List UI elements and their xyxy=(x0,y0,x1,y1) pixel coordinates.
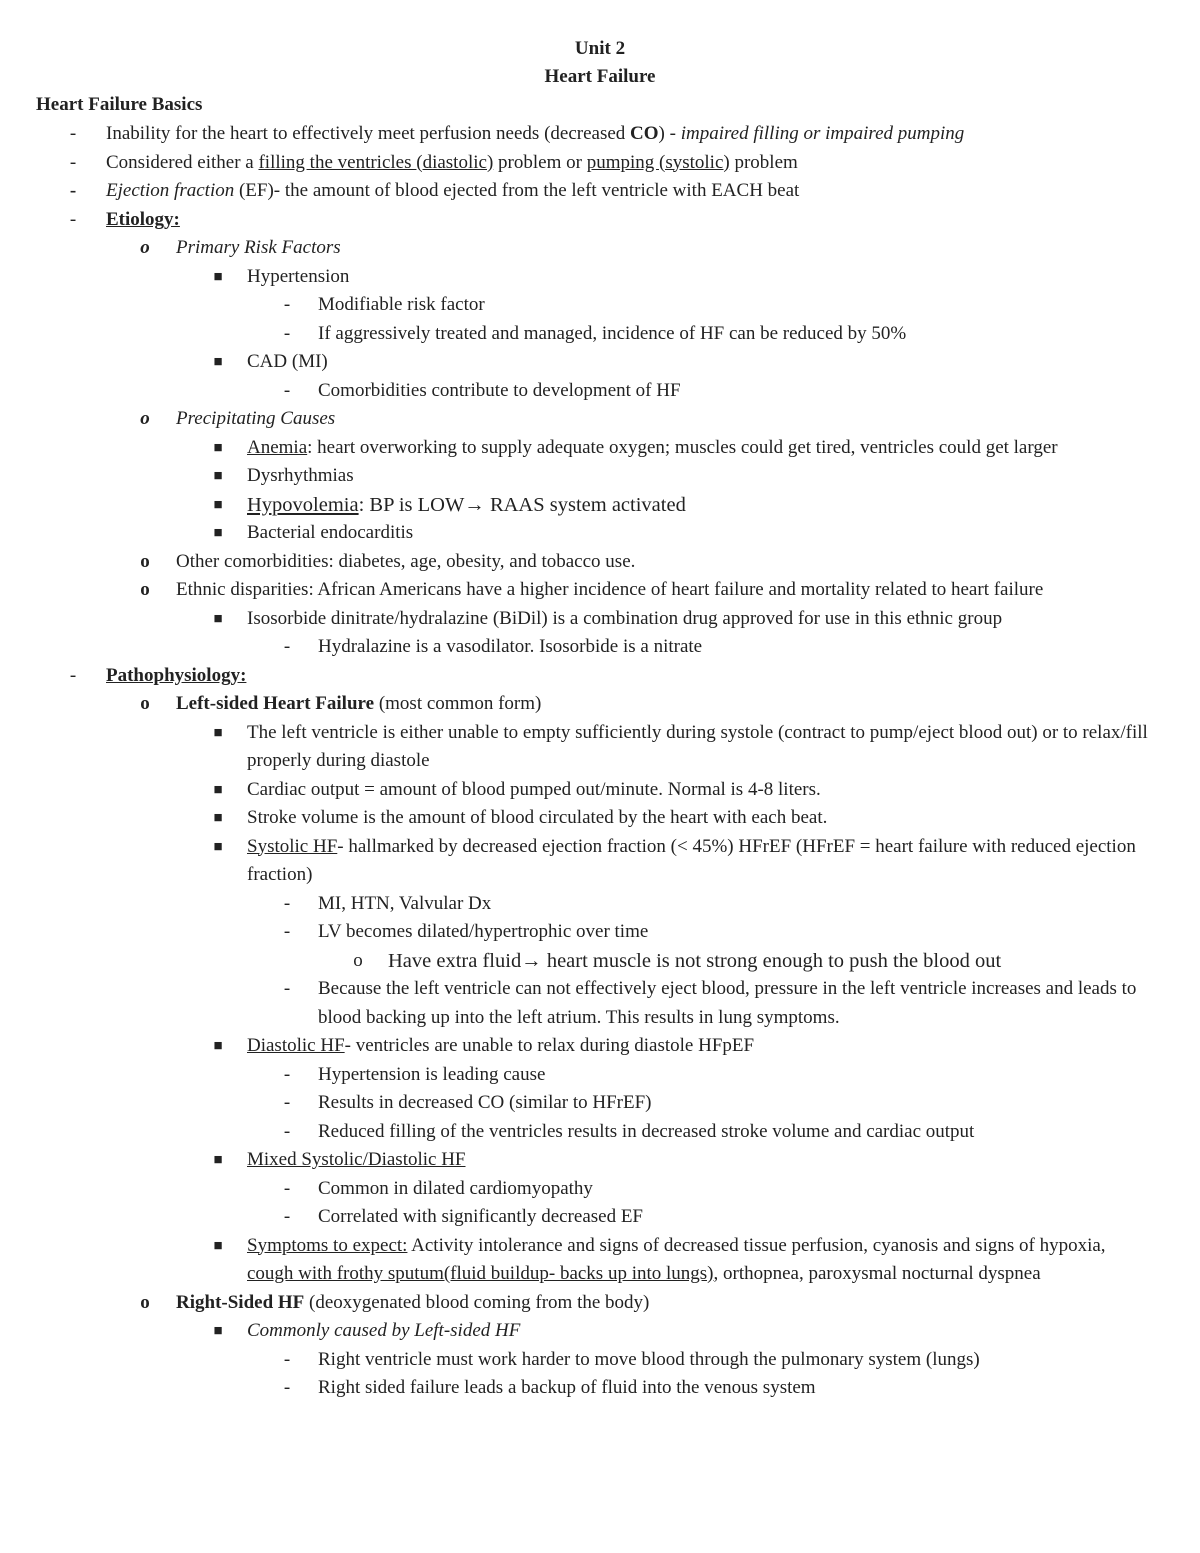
square-marker: ■ xyxy=(213,781,223,798)
dash-marker: - xyxy=(283,322,291,344)
circle-marker: o xyxy=(140,550,150,572)
list-item: ■ The left ventricle is either unable to empty sufficiently during systole (contract to pump/eject blood out) or to relax/fill properly during diastole xyxy=(0,719,1200,776)
square-marker: ■ xyxy=(213,838,223,855)
circle-marker: o xyxy=(140,1291,150,1313)
square-marker: ■ xyxy=(213,354,223,370)
list-item: ■ CAD (MI) xyxy=(0,348,1200,377)
dash-marker: - xyxy=(283,1377,291,1398)
list-item: ■ Bacterial endocarditis xyxy=(0,519,1200,548)
list-item: ■ Hypovolemia: BP is LOW→ RAAS system activated xyxy=(0,491,1200,520)
list-item: - If aggressively treated and managed, incidence of HF can be reduced by 50% xyxy=(0,320,1200,349)
list-item: o Precipitating Causes xyxy=(0,405,1200,434)
square-marker: ■ xyxy=(213,1038,223,1054)
list-item: o Primary Risk Factors xyxy=(0,234,1200,263)
list-item: - Right sided failure leads a backup of fluid into the venous system xyxy=(0,1374,1200,1403)
dash-marker: - xyxy=(283,1092,291,1113)
etiology-heading: Etiology: xyxy=(106,208,180,230)
square-marker: ■ xyxy=(213,496,223,513)
list-item: - Reduced filling of the ventricles results in decreased stroke volume and cardiac output xyxy=(0,1118,1200,1147)
dash-marker: - xyxy=(69,664,77,686)
square-marker: ■ xyxy=(213,468,223,484)
dash-marker: - xyxy=(283,636,291,657)
dash-marker: - xyxy=(283,1120,291,1142)
dash-marker: - xyxy=(69,208,77,230)
dash-marker: - xyxy=(283,379,291,401)
square-marker: ■ xyxy=(213,525,223,541)
list-item: ■ Stroke volume is the amount of blood circulated by the heart with each beat. xyxy=(0,804,1200,833)
list-item: ■ Cardiac output = amount of blood pumped out/minute. Normal is 4-8 liters. xyxy=(0,776,1200,805)
list-item: ■ Systolic HF- hallmarked by decreased ejection fraction (< 45%) HFrEF (HFrEF = heart failure with reduced ejection fraction) xyxy=(0,833,1200,890)
dash-marker: - xyxy=(69,151,77,173)
list-item: ■ Mixed Systolic/Diastolic HF xyxy=(0,1146,1200,1175)
list-item: - Correlated with significantly decreased EF xyxy=(0,1203,1200,1232)
section-heading: Heart Failure Basics xyxy=(36,94,203,115)
list-item: - MI, HTN, Valvular Dx xyxy=(0,890,1200,919)
list-item: ■ Commonly caused by Left-sided HF xyxy=(0,1317,1200,1346)
list-item: ■ Isosorbide dinitrate/hydralazine (BiDil) is a combination drug approved for use in this ethnic group xyxy=(0,605,1200,634)
list-item: o Ethnic disparities: African Americans have a higher incidence of heart failure and mortality related to heart failure xyxy=(0,576,1200,605)
list-item: - Right ventricle must work harder to move blood through the pulmonary system (lungs) xyxy=(0,1346,1200,1375)
square-marker: ■ xyxy=(213,810,223,826)
dash-marker: - xyxy=(283,892,291,914)
notes-outline xyxy=(0,120,1200,1403)
square-marker: ■ xyxy=(213,268,223,285)
circle-marker: o xyxy=(140,579,150,600)
list-item: - Results in decreased CO (similar to HFrEF) xyxy=(0,1089,1200,1118)
dash-marker: - xyxy=(283,1206,291,1227)
square-marker: ■ xyxy=(213,1323,223,1339)
dash-marker: - xyxy=(283,921,291,942)
list-item: o Have extra fluid→ heart muscle is not strong enough to push the blood out xyxy=(0,947,1200,976)
unit-label: Unit 2 xyxy=(574,38,626,59)
list-item: - Common in dilated cardiomyopathy xyxy=(0,1175,1200,1204)
circle-marker: o xyxy=(140,408,150,429)
square-marker: ■ xyxy=(213,610,223,627)
square-marker: ■ xyxy=(213,1152,223,1168)
pathophysiology-heading: Pathophysiology: xyxy=(106,664,247,686)
dash-marker: - xyxy=(69,123,77,144)
square-marker: ■ xyxy=(213,1237,223,1254)
list-item: o Right-Sided HF (deoxygenated blood coming from the body) xyxy=(0,1289,1200,1318)
list-item: - Hypertension is leading cause xyxy=(0,1061,1200,1090)
circle-marker: o xyxy=(353,949,363,971)
list-item: - LV becomes dilated/hypertrophic over time xyxy=(0,918,1200,947)
list-item xyxy=(0,662,1200,691)
circle-marker: o xyxy=(140,693,150,714)
dash-marker: - xyxy=(283,1348,291,1370)
circle-marker: o xyxy=(140,237,150,258)
list-item: - Hydralazine is a vasodilator. Isosorbide is a nitrate xyxy=(0,633,1200,662)
square-marker: ■ xyxy=(213,439,223,456)
dash-marker: - xyxy=(69,180,77,201)
dash-marker: - xyxy=(283,1177,291,1199)
page-title: Heart Failure xyxy=(544,66,656,87)
list-item: ■ Diastolic HF- ventricles are unable to relax during diastole HFpEF xyxy=(0,1032,1200,1061)
list-item: - Inability for the heart to effectively meet perfusion needs (decreased CO) - impaired filling or impaired pumping xyxy=(0,120,1200,149)
list-item: - Because the left ventricle can not effectively eject blood, pressure in the left ventricle increases and leads to blood backing up into the left atrium. This results in lung symptoms. xyxy=(0,975,1200,1032)
list-item xyxy=(0,206,1200,235)
list-item: ■ Anemia: heart overworking to supply adequate oxygen; muscles could get tired, ventricles could get larger xyxy=(0,434,1200,463)
list-item: o Other comorbidities: diabetes, age, obesity, and tobacco use. xyxy=(0,548,1200,577)
list-item: - Modifiable risk factor xyxy=(0,291,1200,320)
list-item: ■ Hypertension xyxy=(0,263,1200,292)
list-item: ■ Dysrhythmias xyxy=(0,462,1200,491)
list-item: - Considered either a filling the ventricles (diastolic) problem or pumping (systolic) problem xyxy=(0,149,1200,178)
dash-marker: - xyxy=(283,1063,291,1085)
list-item: - Comorbidities contribute to development of HF xyxy=(0,377,1200,406)
list-item: o Left-sided Heart Failure (most common form) xyxy=(0,690,1200,719)
dash-marker: - xyxy=(283,294,291,315)
list-item: - Ejection fraction (EF)- the amount of blood ejected from the left ventricle with EACH beat xyxy=(0,177,1200,206)
list-item: ■ Symptoms to expect: Activity intolerance and signs of decreased tissue perfusion, cyanosis and signs of hypoxia, cough with frothy sputum(fluid buildup- backs up into lungs), orthopnea, paroxysmal nocturnal dyspnea xyxy=(0,1232,1200,1289)
square-marker: ■ xyxy=(213,724,223,741)
dash-marker: - xyxy=(283,978,291,999)
